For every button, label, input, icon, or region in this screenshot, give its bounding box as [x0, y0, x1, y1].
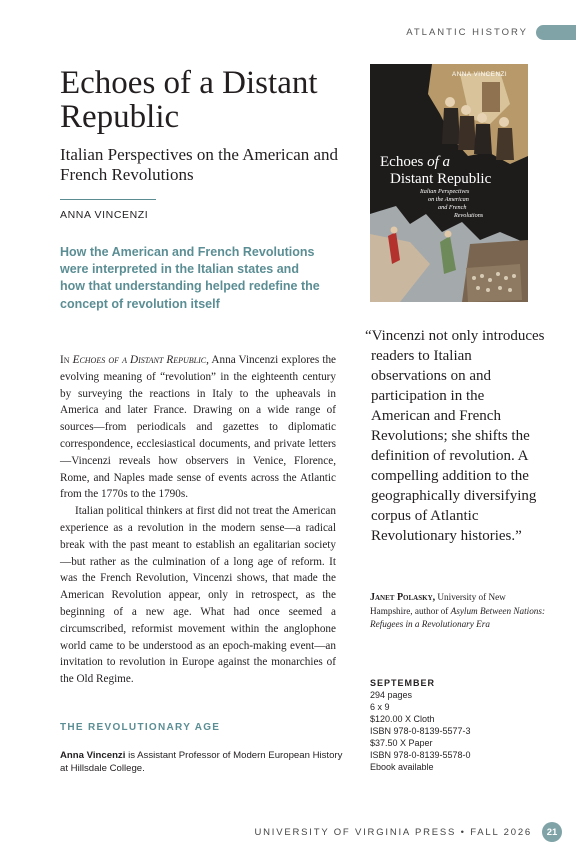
title-divider: [60, 199, 156, 200]
bio-text: is Assistant Professor of Modern European History at Hillsdale College.: [60, 750, 343, 774]
section-header: [406, 23, 576, 41]
blurb-name: Janet Polasky,: [370, 592, 436, 603]
series-heading: THE REVOLUTIONARY AGE: [60, 722, 221, 733]
pub-line: Ebook available: [370, 762, 434, 772]
cover-author: ANNA VINCENZI: [452, 71, 508, 78]
publication-details: [370, 677, 540, 773]
book-subtitle: Italian Perspectives on the American and French Revolutions: [60, 145, 339, 184]
blurb-work: Asylum Between Nations: Refugees in a Revolutionary Era: [370, 605, 546, 630]
description-p1-text: Anna Vincenzi explores the evolving meaning of “revolution” in the eighteenth century by surveying the reactions in Italy to the upheavals in America and later France. Drawing on a wide range of sources—from periodicals and gazettes to diplomatic correspondence, ecclesiastical documents, and private letters—Vincenzi reveals how observers in Venice, Florence, Rome, and Naples made sense of events across the Atlantic from the 1770s to the 1790s.: [60, 354, 337, 501]
pub-line: 294 pages: [370, 690, 413, 700]
book-description: [60, 352, 336, 688]
pub-season: SEPTEMBER: [370, 678, 436, 688]
pub-line: ISBN 978-0-8139-5577-3: [370, 726, 471, 736]
pub-line: 6 x 9: [370, 702, 390, 712]
section-label: ATLANTIC HISTORY: [406, 26, 528, 38]
blurb-attribution: [370, 591, 550, 632]
cover-subtitle-line-2: on the American: [428, 196, 469, 203]
blurb-quote: [365, 326, 545, 546]
book-cover: [370, 64, 528, 302]
blurb-quote-text: “Vincenzi not only introduces readers to Italian observations on and participation in the American and French Revolutions; she shifts the definition of revolution. A compelling addition to the geographically diversifying corpus of Atlantic Revolutionary histories.”: [365, 328, 545, 544]
bio-name: Anna Vincenzi: [60, 750, 126, 761]
pub-line: ISBN 978-0-8139-5578-0: [370, 750, 471, 760]
cover-subtitle: [420, 188, 520, 220]
description-lead-word: In: [60, 354, 70, 366]
description-paragraph-2: Italian political thinkers at first did not treat the American experience as a revolution in the modern sense—a radical break with the past meant to establish an egalitarian society—but rather as the culmination of a long age of reform. It was the French Revolution, Vincenzi shows, that made the American Revolution appear, only in retrospect, as the beginning of a new age. What had once seemed a circumscribed, reformist movement within the anglophone world came to be understood as an epoch-making event—an invitation to revolution in Europe against the monarchies of the Old Regime.: [60, 505, 336, 686]
cover-title-word-1: Echoes: [380, 154, 424, 170]
cover-subtitle-line-3: and French: [438, 204, 467, 211]
author-bio: [60, 749, 345, 775]
book-author: ANNA VINCENZI: [60, 209, 149, 221]
cover-subtitle-line-1: Italian Perspectives: [420, 188, 470, 195]
description-title-ref: Echoes of a Distant Republic,: [72, 354, 209, 366]
page-number: 21: [542, 822, 562, 842]
cover-title: [380, 154, 528, 188]
page-footer: [254, 822, 562, 842]
book-lede: How the American and French Revolutions were interpreted in the Italian states and how that understanding helped redefine the concept of revolution itself: [60, 245, 320, 311]
pub-line: $120.00 X Cloth: [370, 714, 435, 724]
description-paragraph-1: [60, 352, 336, 503]
pub-line: $37.50 X Paper: [370, 738, 433, 748]
section-tab: [536, 25, 576, 40]
cover-title-line-2: Distant Republic: [390, 171, 492, 187]
cover-title-word-2: of a: [427, 154, 450, 170]
cover-subtitle-line-4: Revolutions: [454, 212, 484, 219]
footer-text: UNIVERSITY OF VIRGINIA PRESS • FALL 2026: [254, 826, 532, 838]
book-title: Echoes of a Distant Republic: [60, 65, 318, 135]
blurb-affiliation: University of New Hampshire, author of: [370, 592, 506, 616]
